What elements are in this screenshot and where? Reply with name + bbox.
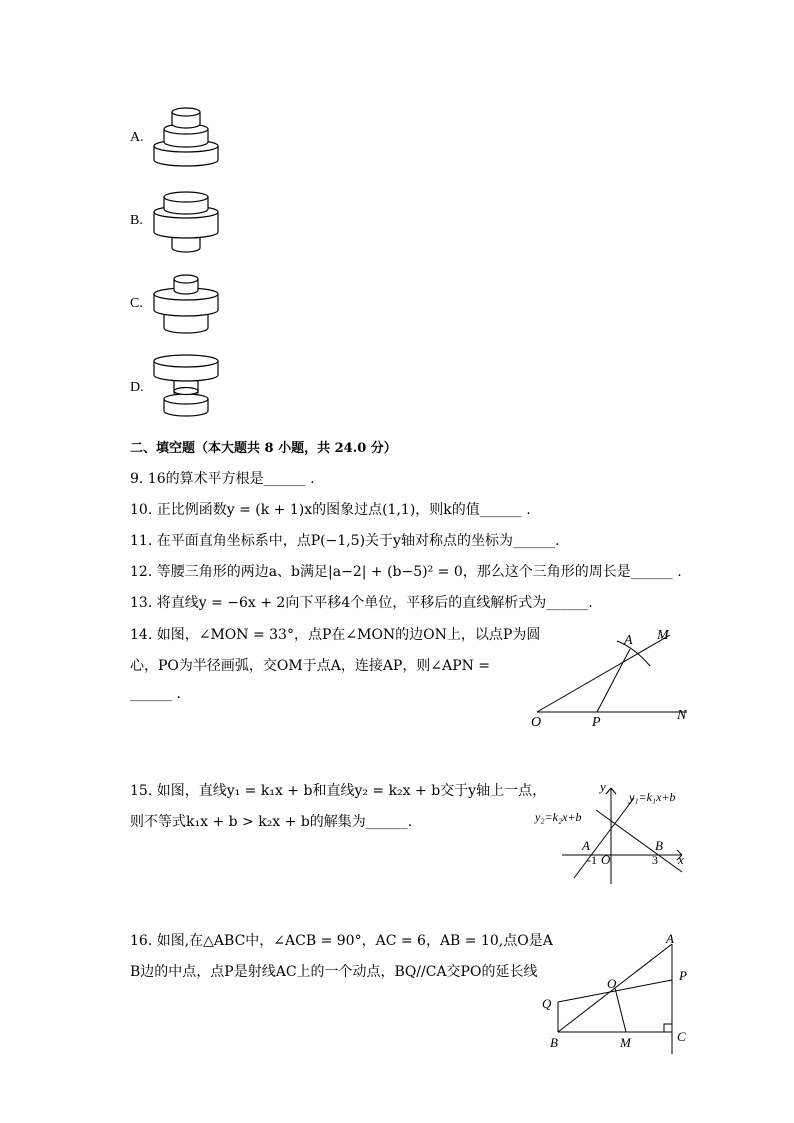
label-b: B (550, 1035, 558, 1050)
option-a-label: A. (130, 130, 144, 145)
label-a: A (582, 838, 590, 853)
segment-ap (597, 649, 630, 712)
label-n: N (677, 708, 687, 723)
figure-16 (536, 928, 696, 1056)
question-9: 9. 16的算术平方根是______ . (130, 471, 315, 487)
right-angle-mark (664, 1024, 672, 1032)
question-12: 12. 等腰三角形的两边a、b满足|a−2| + (b−5)² = 0，那么这个三角形的周长是______ . (130, 564, 682, 580)
question-11: 11. 在平面直角坐标系中，点P(−1,5)关于y轴对称点的坐标为______. (130, 533, 560, 549)
figure-15 (532, 776, 697, 888)
question-16-line-1: 16. 如图,在△ABC中，∠ACB = 90°，AC = 6，AB = 10,点O是A (130, 933, 553, 949)
label-m: M (657, 628, 669, 643)
figure-14 (525, 622, 695, 730)
label-b: B (655, 838, 663, 853)
option-d-label: D. (130, 380, 144, 395)
y-arrow-r (611, 788, 616, 794)
label-p: P (679, 968, 687, 983)
label-y2-eq: y₂=k₂x+b (535, 810, 582, 824)
label-3: 3 (652, 853, 658, 867)
y-arrow-l (606, 788, 611, 794)
question-14-line-3: ______ . (130, 686, 181, 702)
option-b-label: B. (130, 213, 143, 228)
label-a: A (624, 633, 633, 648)
option-b-figure (150, 190, 226, 260)
label-q: Q (542, 996, 552, 1011)
label-a: A (666, 931, 674, 946)
label-y: y (600, 779, 606, 794)
question-10: 10. 正比例函数y = (k + 1)x的图象过点(1,1)，则k的值______ . (130, 502, 531, 518)
question-14-line-1: 14. 如图，∠MON = 33°，点P在∠MON的边ON上，以点P为圆 (130, 627, 541, 643)
option-d-figure (150, 353, 226, 423)
label-neg1: -1 (587, 853, 597, 867)
option-a-figure (150, 102, 226, 174)
question-15-line-1: 15. 如图，直线y₁ = k₁x + b和直线y₂ = k₂x + b交于y轴上一点， (130, 783, 547, 799)
label-origin: O (601, 852, 611, 867)
label-y1-eq: y₁=k₁x+b (629, 790, 676, 804)
question-13: 13. 将直线y = −6x + 2向下平移4个单位，平移后的直线解析式为______. (130, 595, 593, 611)
label-o: O (531, 715, 542, 730)
segment-om (615, 988, 626, 1032)
option-c-label: C. (130, 296, 143, 311)
question-14-line-2: 心，PO为半径画弧，交OM于点A，连接AP，则∠APN = (130, 658, 491, 674)
label-c: C (677, 1029, 686, 1044)
label-o: O (607, 976, 617, 991)
label-m: M (620, 1035, 631, 1050)
label-p: P (592, 715, 601, 730)
label-x: x (678, 852, 684, 867)
question-16-line-2: B边的中点，点P是射线AC上的一个动点，BQ//CA交PO的延长线 (130, 964, 538, 980)
question-15-line-2: 则不等式k₁x + b > k₂x + b的解集为______. (130, 814, 413, 830)
section-title: 二、填空题（本大题共 8 小题，共 24.0 分） (130, 441, 397, 456)
option-c-figure (150, 272, 226, 338)
